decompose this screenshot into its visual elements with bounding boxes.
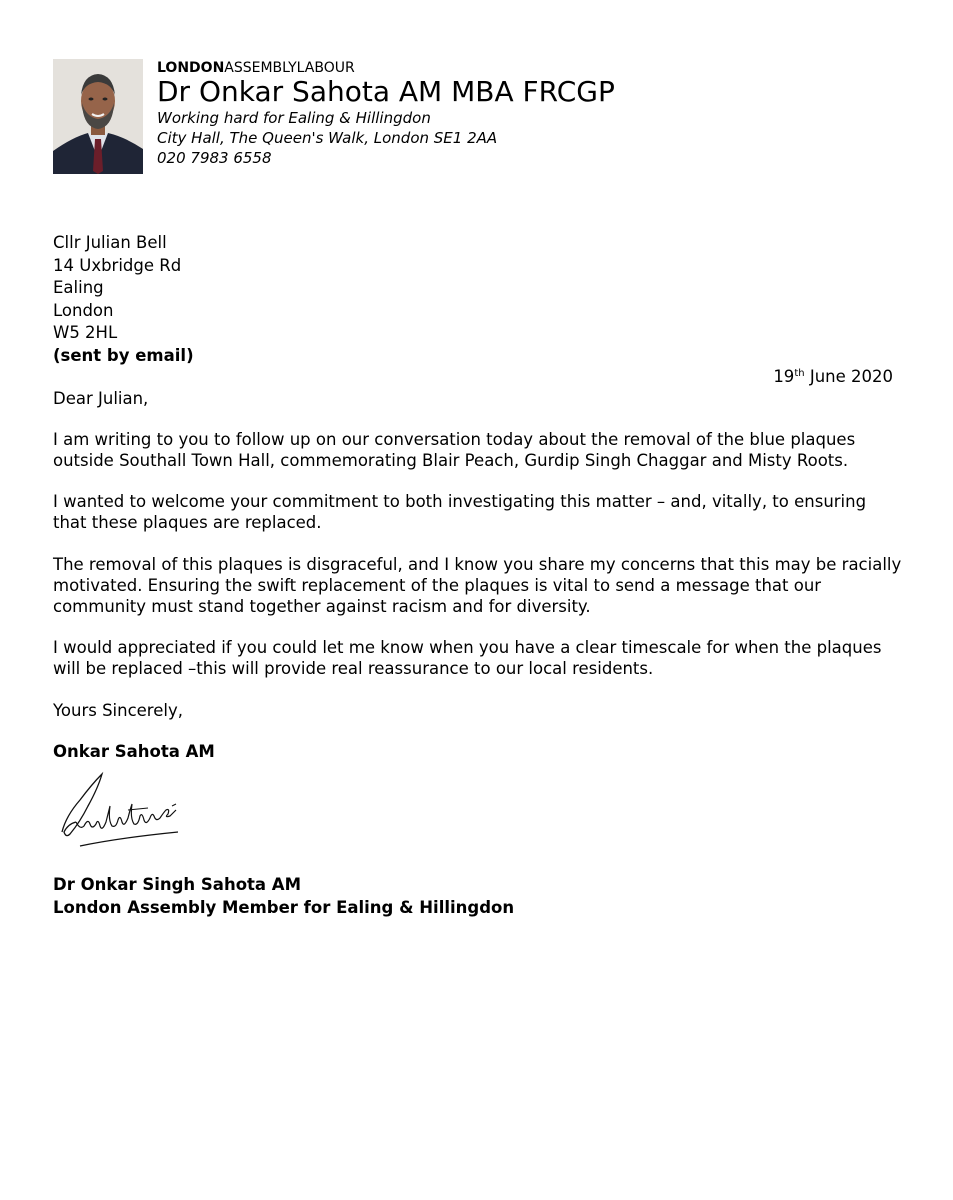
salutation: Dear Julian, (53, 389, 149, 408)
recipient-name: Cllr Julian Bell (53, 233, 167, 252)
recipient-street: 14 Uxbridge Rd (53, 255, 182, 275)
letterhead-text (157, 59, 615, 168)
letter-date (773, 366, 893, 388)
date-suffix: th (794, 368, 805, 379)
letterhead (53, 59, 615, 174)
sender-phone: 020 7983 6558 (157, 149, 272, 167)
sender-address: City Hall, The Queen's Walk, London SE1 2AA (157, 129, 498, 147)
closing: Yours Sincerely, (53, 701, 183, 720)
sender-name-heading: Dr Onkar Sahota AM MBA FRCGP (157, 75, 615, 108)
footer-signature-block (53, 874, 514, 919)
recipient-city: London (53, 300, 114, 320)
recipient-area: Ealing (53, 278, 104, 297)
handwritten-signature (58, 766, 183, 851)
paragraph-4: I would appreciated if you could let me know when you have a clear timescale for when the plaques will be replaced –this will provide real reassurance to our local residents. (53, 638, 882, 678)
signer-name: Onkar Sahota AM (53, 742, 215, 761)
portrait-photo (53, 59, 143, 174)
recipient-address (53, 232, 194, 367)
paragraph-1: I am writing to you to follow up on our conversation today about the removal of the blue plaques outside Southall Town Hall, commemorating Blair Peach, Gurdip Singh Chaggar and Misty Roots. (53, 430, 856, 470)
sender-tagline: Working hard for Ealing & Hillingdon (157, 109, 431, 127)
footer-full-name: Dr Onkar Singh Sahota AM (53, 875, 301, 894)
recipient-postcode: W5 2HL (53, 323, 118, 342)
footer-title: London Assembly Member for Ealing & Hillingdon (53, 897, 515, 917)
org-rest: ASSEMBLYLABOUR (224, 60, 355, 76)
org-bold: LONDON (157, 60, 225, 76)
paragraph-2: I wanted to welcome your commitment to both investigating this matter – and, vitally, to ensuring that these plaques are replaced. (53, 492, 867, 532)
date-rest: June 2020 (804, 367, 893, 386)
delivery-note: (sent by email) (53, 345, 194, 365)
paragraph-3: The removal of this plaques is disgraceful, and I know you share my concerns that this may be racially motivated. Ensuring the swift replacement of the plaques is vital to send a message that our community must stand together against racism and for diversity. (53, 555, 902, 616)
date-day: 19 (773, 367, 795, 386)
